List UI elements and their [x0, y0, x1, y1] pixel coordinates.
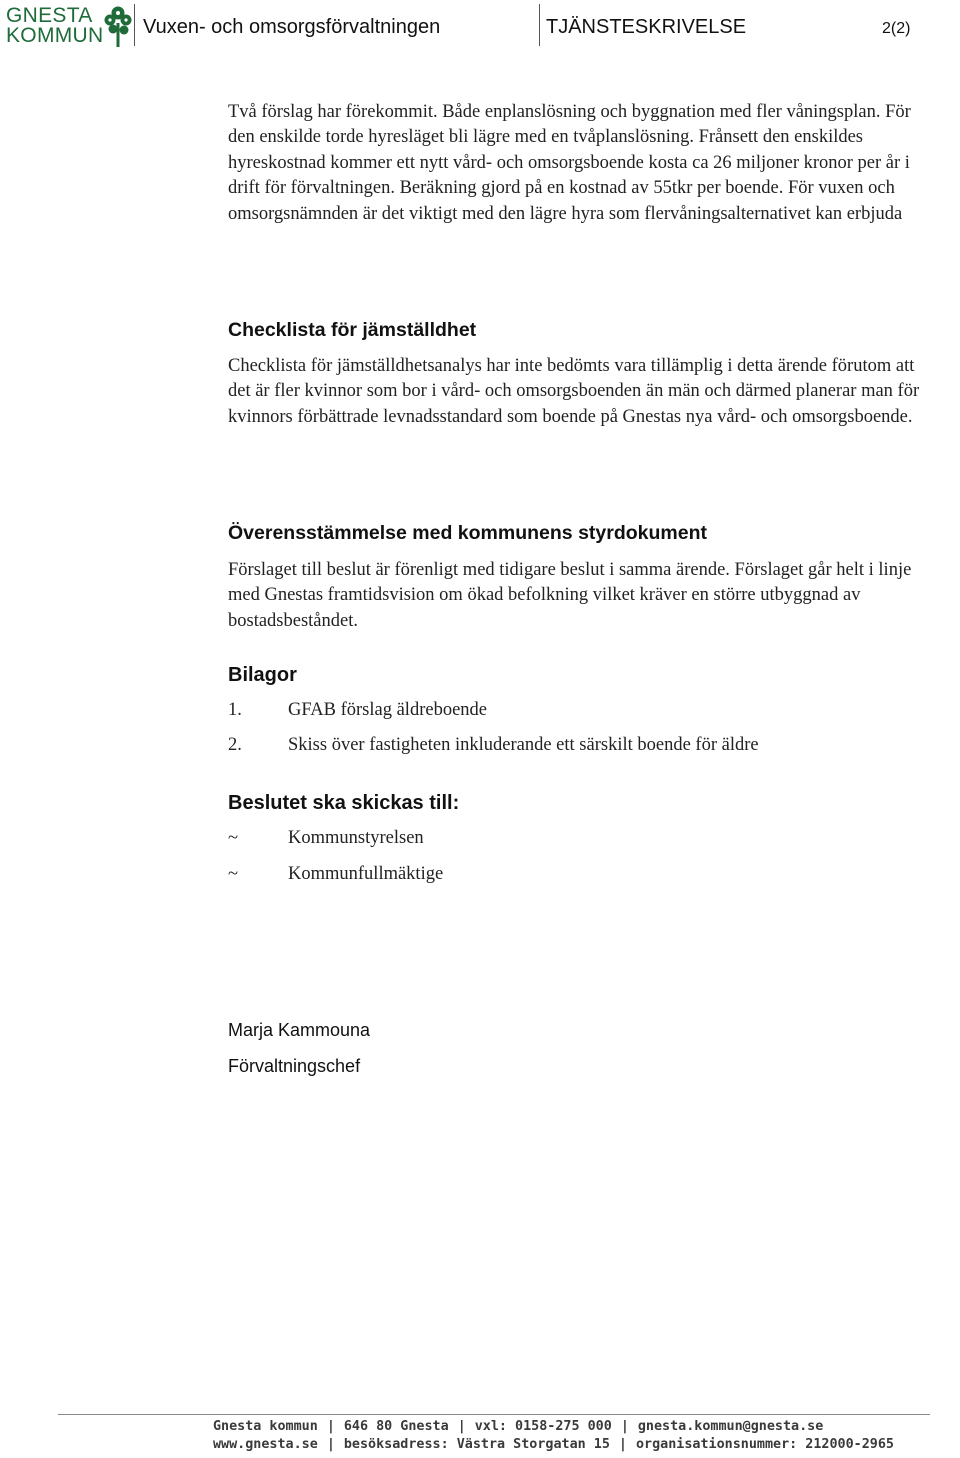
- page-header: [0, 0, 960, 60]
- attachment-label: GFAB förslag äldreboende: [288, 700, 487, 720]
- footer-phone: vxl: 0158-275 000: [474, 1419, 612, 1434]
- list-marker: ~: [228, 828, 239, 848]
- footer-address: 646 80 Gnesta: [343, 1419, 449, 1434]
- gnesta-kommun-logo: [6, 3, 131, 47]
- list-marker: 1.: [228, 700, 242, 720]
- paragraph-compliance: Förslaget till beslut är förenligt med tidigare beslut i samma ärende. Förslaget går helt i linje med Gnestas framtidsvision om ökad befolkning vilket kräver en större utbyggnad av bostadsbeståndet.: [228, 560, 912, 631]
- footer-contact-row: [213, 1419, 823, 1434]
- recipient-label: Kommunfullmäktige: [288, 864, 444, 884]
- heading-attachments: Bilagor: [228, 664, 297, 686]
- heading-checklist: Checklista för jämställdhet: [228, 319, 477, 341]
- department-name: Vuxen- och omsorgsförvaltningen: [143, 16, 441, 38]
- footer-separator: |: [326, 1419, 335, 1434]
- logo-line2: KOMMUN: [6, 24, 104, 47]
- heading-compliance: Överensstämmelse med kommunens styrdokument: [228, 522, 708, 544]
- footer-visit-address: besöksadress: Västra Storgatan 15: [343, 1437, 610, 1452]
- logo-line1: GNESTA: [6, 4, 93, 27]
- attachment-label: Skiss över fastigheten inkluderande ett särskilt boende för äldre: [288, 735, 759, 755]
- footer-info-row: [213, 1437, 894, 1452]
- footer-org: Gnesta kommun: [213, 1419, 318, 1434]
- recipient-label: Kommunstyrelsen: [288, 828, 424, 848]
- footer-separator: |: [457, 1419, 466, 1434]
- footer-website[interactable]: www.gnesta.se: [213, 1437, 318, 1452]
- header-divider: [539, 4, 540, 46]
- list-marker: ~: [228, 864, 239, 884]
- signatory-name: Marja Kammouna: [228, 1020, 371, 1040]
- document-type: TJÄNSTESKRIVELSE: [546, 16, 747, 38]
- footer-email[interactable]: gnesta.kommun@gnesta.se: [637, 1419, 824, 1434]
- footer-separator: |: [620, 1419, 629, 1434]
- header-divider: [134, 4, 135, 46]
- page-number: 2(2): [882, 20, 911, 37]
- signatory-title: Förvaltningschef: [228, 1056, 361, 1076]
- list-marker: 2.: [228, 735, 242, 755]
- footer-org-number: organisationsnummer: 212000-2965: [635, 1437, 894, 1452]
- footer-separator: |: [326, 1437, 335, 1452]
- paragraph-proposals: Två förslag har förekommit. Både enplanslösning och byggnation med fler våningsplan. För den enskilde torde hyresläget bli lägre med en tvåplanslösning. Frånsett den enskildes hyreskostnad kommer ett nytt vård- och omsorgsboende kosta ca 26 miljoner kronor per år i drift för förvaltningen. Beräkning gjord på en kostnad av 55tkr per boende. För vuxen och omsorgsnämnden är det viktigt med den lägre hyra som flervåningsalternativet kan erbjuda: [228, 102, 911, 224]
- paragraph-checklist: Checklista för jämställdhetsanalys har inte bedömts vara tillämplig i detta ärende förutom att det är fler kvinnor som bor i vård- och omsorgsboenden än män och därmed planerar man för kvinnors förbättrade levnadsstandard som boende på Gnestas nya vård- och omsorgsboende.: [228, 356, 920, 427]
- heading-recipients: Beslutet ska skickas till:: [228, 792, 460, 814]
- footer-separator: |: [618, 1437, 627, 1452]
- tree-icon: [104, 5, 132, 47]
- footer-divider: [58, 1414, 930, 1415]
